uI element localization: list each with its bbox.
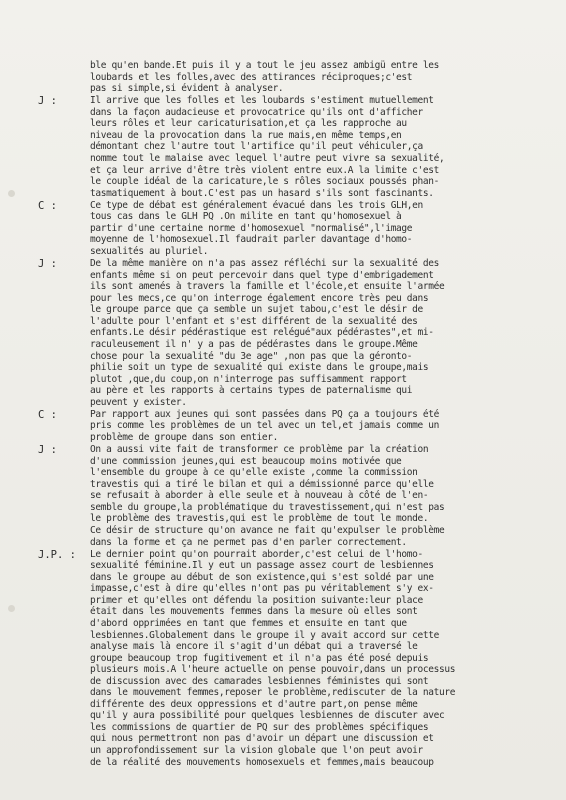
text-line: primer et qu'elles ont défendu la position suivante:leur place	[90, 594, 423, 606]
text-line: semble du groupe,la problématique du travestissement,qui n'est pas	[90, 501, 445, 513]
text-line: groupe beaucoup trop fugitivement et il n'a pas été posé depuis	[90, 652, 429, 664]
text-line: le problème des travestis,qui est le problème de tout le monde.	[90, 513, 429, 525]
text-line: se refusait à aborder à elle seule et à nouveau à côté de l'en-	[90, 490, 429, 502]
text-line: enfants même si on peut percevoir dans quel type d'embrigadement	[90, 269, 434, 281]
text-line: travestis qui a tiré le bilan et qui a démissionné parce qu'elle	[90, 478, 434, 490]
text-line: sexualité féminine.Il y eut un passage assez court de lesbiennes	[90, 560, 434, 572]
text-line: pris comme les problèmes de un tel avec un tel,et jamais comme un	[90, 420, 440, 432]
text-line: tous cas dans le GLH PQ .On milite en tant qu'homosexuel à	[90, 211, 402, 223]
punch-hole-mark	[8, 605, 15, 612]
text-line: de discussion avec des camarades lesbiennes féministes qui sont	[90, 675, 429, 687]
text-line: l'ensemble du groupe à ce qu'elle existe ,comme la commission	[90, 467, 418, 479]
text-line: les commissions de quartier de PQ sur des problèmes spécifiques	[90, 721, 429, 733]
speaker-label: J :	[38, 444, 57, 457]
speaker-label: J :	[38, 95, 57, 108]
text-line: Par rapport aux jeunes qui sont passées dans PQ ça a toujours été	[90, 408, 440, 420]
text-line: impasse,c'est à dire qu'elles n'ont pas pu véritablement s'y ex-	[90, 583, 434, 595]
paragraph-text	[90, 258, 520, 408]
text-line: différente des deux oppressions et d'autre part,on pense même	[90, 698, 418, 710]
speaker-label: J.P. :	[38, 548, 76, 561]
speaker-label: C :	[38, 199, 57, 212]
text-line: un approfondissement sur la vision globale que l'on peut avoir	[90, 744, 423, 756]
text-line: philie soit un type de sexualité qui existe dans le groupe,mais	[90, 362, 429, 374]
text-line: ble qu'en bande.Et puis il y a tout le jeu assez ambigü entre les	[90, 60, 440, 71]
text-line: dans le groupe au début de son existence,qui s'est soldé par une	[90, 571, 434, 583]
text-line: dans la façon audacieuse et provocatrice qu'ils ont d'afficher	[90, 106, 423, 118]
text-line: niveau de la provocation dans la rue mais,en même temps,en	[90, 129, 402, 141]
punch-hole-mark	[8, 190, 15, 197]
text-line: le groupe parce que ça semble un sujet tabou,c'est le désir de	[90, 304, 423, 316]
paragraph-text	[90, 444, 520, 548]
text-line: On a aussi vite fait de transformer ce problème par la création	[90, 444, 429, 456]
text-line: sexualités au pluriel.	[90, 245, 209, 257]
speaker-label: C :	[38, 408, 57, 421]
text-line: d'abord opprimées en tant que femmes et ensuite en tant que	[90, 617, 407, 629]
text-line: l'adulte pour l'enfant et s'est différent de la sexualité des	[90, 315, 418, 327]
text-line: Il arrive que les folles et les loubards s'estiment mutuellement	[90, 95, 434, 107]
text-line: leurs rôles et leur caricaturisation,et ça les rapproche au	[90, 118, 407, 130]
paragraph-text	[90, 60, 520, 95]
text-line: dans la forme et ça ne permet pas d'en parler correctement.	[90, 536, 407, 548]
text-line: Ce type de débat est généralement évacué dans les trois GLH,en	[90, 199, 423, 211]
text-line: de la réalité des mouvements homosexuels et femmes,mais beaucoup	[90, 756, 434, 768]
text-line: était dans les mouvements femmes dans la mesure où elles sont	[90, 606, 418, 618]
text-line: qui nous permettront non pas d'avoir un départ une discussion et	[90, 733, 434, 745]
text-line: Ce désir de structure qu'on avance ne fait qu'expulser le problème	[90, 524, 445, 536]
text-line: lesbiennes.Globalement dans le groupe il y avait accord sur cette	[90, 629, 440, 641]
text-line: Le dernier point qu'on pourrait aborder,c'est celui de l'homo-	[90, 548, 423, 560]
text-line: peuvent y exister.	[90, 396, 187, 408]
paragraph-text	[90, 200, 520, 258]
text-line: chose pour la sexualité "du 3e age" ,non pas que la géronto-	[90, 350, 413, 362]
text-line: et ça leur arrive d'être très violent entre eux.A la limite c'est	[90, 164, 440, 176]
text-line: raculeusement il n' y a pas de pédérastes dans le groupe.Même	[90, 338, 418, 350]
text-line: pas si simple,si évident à analyser.	[90, 83, 284, 95]
paragraph-text	[90, 95, 520, 199]
text-line: analyse mais là encore il s'agit d'un débat qui a traversé le	[90, 641, 418, 653]
paragraph-text	[90, 409, 520, 444]
text-line: De la même manière on n'a pas assez réfléchi sur la sexualité des	[90, 258, 440, 270]
text-line: au père et les rapports à certains types de paternalisme qui	[90, 385, 413, 397]
speaker-label: J :	[38, 258, 57, 271]
text-line: enfants.Le désir pédérastique est relégué"aux pédérastes",et mi-	[90, 327, 434, 339]
text-line: problème de groupe dans son entier.	[90, 431, 278, 443]
text-line: plutot ,que,du coup,on n'interroge pas suffisamment rapport	[90, 373, 407, 385]
text-line: moyenne de l'homosexuel.Il faudrait parler davantage d'homo-	[90, 234, 413, 246]
paragraph-text	[90, 549, 520, 768]
text-line: qu'il y aura possibilité pour quelques lesbiennes de discuter avec	[90, 710, 445, 722]
text-line: loubards et les folles,avec des attirances réciproques;c'est	[90, 71, 413, 83]
text-line: partir d'une certaine norme d'homosexuel "normalisé",l'image	[90, 222, 413, 234]
text-line: dans le mouvement femmes,reposer le problème,rediscuter de la nature	[90, 687, 456, 699]
text-line: pour les mecs,ce qu'on interroge également encore très peu dans	[90, 292, 429, 304]
text-line: démontant chez l'autre tout l'artifice qu'il peut véhiculer,ça	[90, 141, 423, 153]
text-line: d'une commission jeunes,qui est beaucoup moins motivée que	[90, 455, 402, 467]
text-line: le couple idéal de la caricature,le s rôles sociaux poussés phan-	[90, 176, 440, 188]
text-line: nomme tout le malaise avec lequel l'autre peut vivre sa sexualité,	[90, 152, 445, 164]
text-line: tasmatiquement à bout.C'est pas un hasard s'ils sont fascinants.	[90, 187, 434, 199]
text-line: plusieurs mois.A l'heure actuelle on pense pouvoir,dans un processus	[90, 664, 456, 676]
text-line: ils sont amenés à travers la famille et l'école,et ensuite l'armée	[90, 281, 445, 293]
